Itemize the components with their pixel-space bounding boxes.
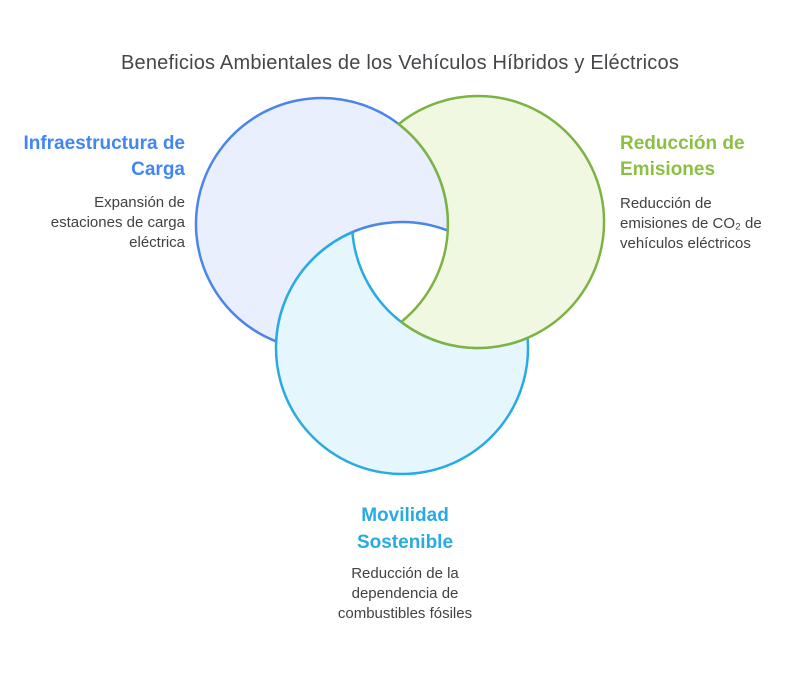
label-movilidad-sostenible: Movilidad Sostenible (356, 505, 454, 553)
label-infraestructura-de-carga: Infraestructura de Carga (23, 133, 185, 180)
description-movilidad-sostenible: Reducción de la dependencia de combustibles fósiles (337, 565, 473, 622)
label-block-emisiones (620, 131, 792, 254)
label-block-infraestructura (13, 131, 185, 253)
description-infraestructura-de-carga: Expansión de estaciones de carga eléctrica (50, 194, 185, 251)
label-reduccion-de-emisiones: Reducción de Emisiones (620, 133, 745, 180)
description-reduccion-de-emisiones: Reducción de emisiones de CO₂ de vehículos eléctricos (620, 195, 762, 252)
label-block-movilidad (285, 502, 525, 624)
page-title: Beneficios Ambientales de los Vehículos Híbridos y Eléctricos (120, 52, 680, 74)
